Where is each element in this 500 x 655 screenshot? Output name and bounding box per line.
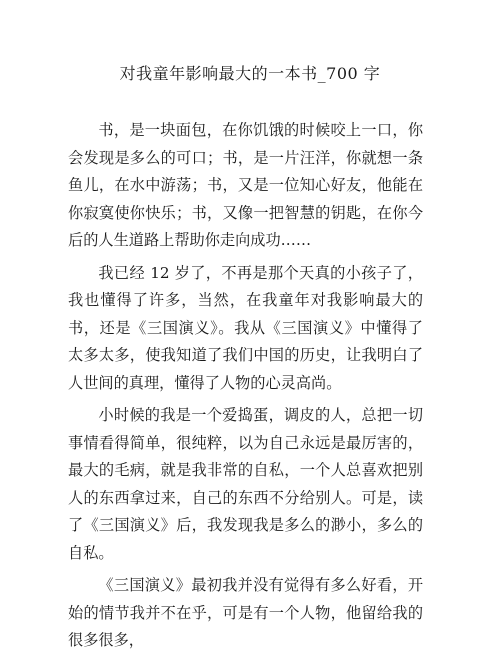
paragraph-3: 小时候的我是一个爱捣蛋，调皮的人，总把一切事情看得简单，很纯粹，以为自己永远是最厉害的，最大的毛病，就是我非常的自私，一个人总喜欢把别人的东西拿过来，自己的东西不分给别人。可是，读了《三国演义》后，我发现我是多么的渺小，多么的自私。 — [68, 406, 423, 562]
document-title: 对我童年影响最大的一本书_700 字 — [119, 64, 381, 83]
paragraph-2: 我已经 12 岁了，不再是那个天真的小孩子了，我也懂得了许多，当然，在我童年对我影响最大的书，还是《三国演义》。我从《三国演义》中懂得了太多太多，使我知道了我们中国的历史，让我明白了人世间的真理，懂得了人物的心灵高尚。 — [68, 263, 423, 392]
paragraph-4: 《三国演义》最初我并没有觉得有多么好看，开始的情节我并不在乎，可是有一个人物，他留给我的很多很多， — [68, 576, 423, 649]
document-body — [68, 117, 423, 655]
paragraph-1: 书，是一块面包，在你饥饿的时候咬上一口，你会发现是多么的可口；书，是一片汪洋，你就想一条鱼儿，在水中游荡；书，又是一位知心好友，他能在你寂寞使你快乐；书，又像一把智慧的钥匙，在你今后的人生道路上帮助你走向成功…… — [68, 121, 423, 249]
